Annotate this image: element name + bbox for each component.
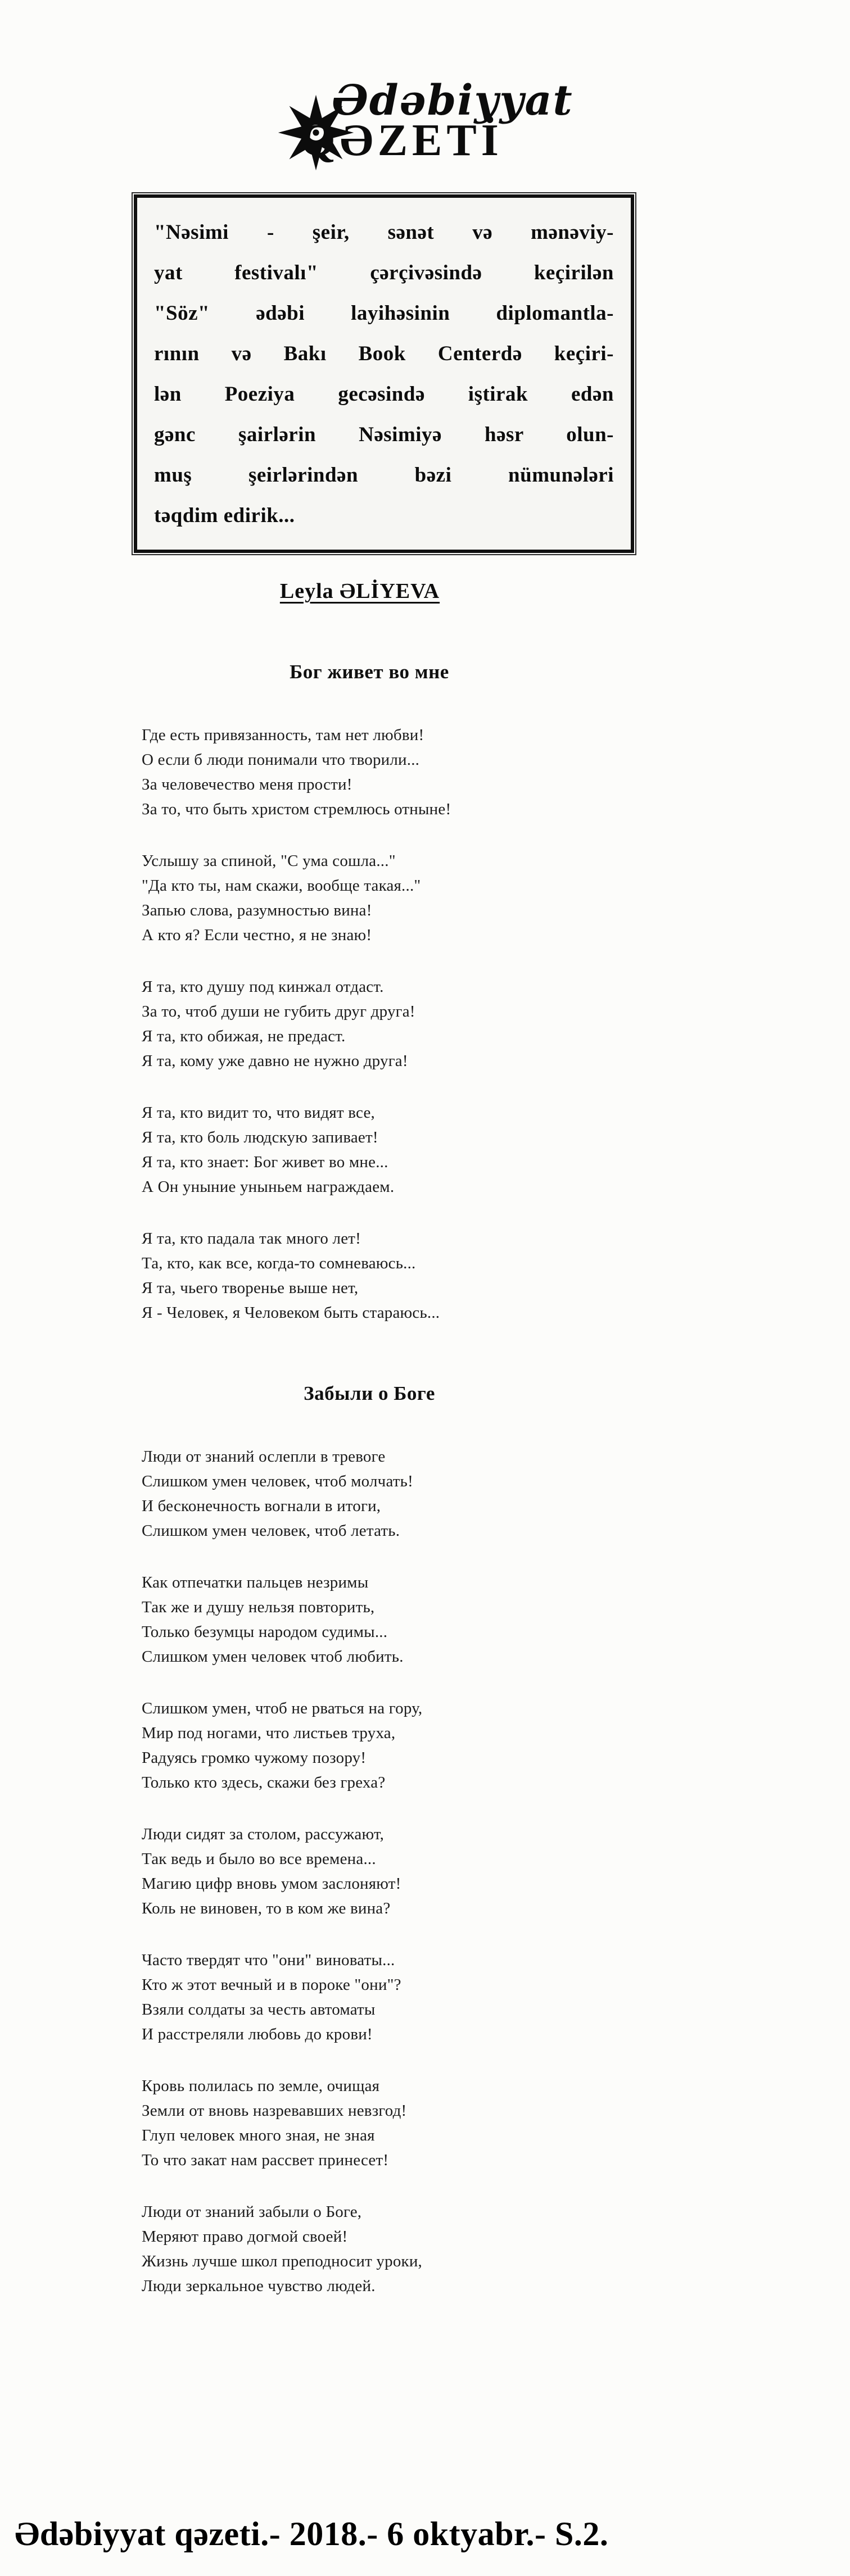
poem-line: О если б люди понимали что творили... [142,751,420,769]
poem-line: Слишком умен человек чтоб любить. [142,1648,404,1666]
poem-line: Земли от вновь назревавших невзгод! [142,2102,407,2120]
poem-line: А Он уныние уныньем награждаем. [142,1178,395,1196]
poem-line: То что закат нам рассвет принесет! [142,2151,389,2169]
poem-line: За то, чтоб души не губить друг друга! [142,1003,415,1021]
poem-line: Люди сидят за столом, рассужают, [142,1825,385,1843]
stanza [142,1226,597,1325]
poem-line: Радуясь громко чужому позору! [142,1749,367,1767]
poem-line: Часто твердят что "они" виноваты... [142,1951,395,1969]
poem-title: Забыли о Боге [304,1382,435,1404]
poem-line: Я та, чьего творенье выше нет, [142,1279,359,1297]
poem-line: Слишком умен, чтоб не рваться на гору, [142,1699,423,1717]
poem-line: Я та, кто видит то, что видят все, [142,1104,375,1122]
intro-line: yat festivalı" çərçivəsində keçirilən [154,261,614,284]
poem-line: Как отпечатки пальцев незримы [142,1573,369,1591]
poem-line: За то, что быть христом стремлюсь отныне! [142,800,451,818]
masthead-text [300,76,573,165]
poem-line: Я - Человек, я Человеком быть стараюсь... [142,1304,440,1322]
stanza [142,849,597,947]
intro-line: lən Poeziya gecəsində iştirak edən [154,383,614,406]
poem-line: И расстреляли любовь до крови! [142,2025,373,2043]
poem-line: Так ведь и было во все времена... [142,1850,376,1868]
poem-line: Люди зеркальное чувство людей. [142,2277,376,2295]
citation-footer: Ədəbiyyat qəzeti.- 2018.- 6 oktyabr.- S.2. [15,2515,609,2552]
poem-line: Запью слова, разумностью вина! [142,901,372,919]
poem [142,1382,597,2298]
poem-line: Меряют право догмой своей! [142,2228,348,2246]
poem-line: Где есть привязанность, там нет любви! [142,726,424,744]
poem-line: Только безумцы народом судимы... [142,1623,388,1641]
stanza [142,1570,597,1669]
poem-line: Я та, кто падала так много лет! [142,1230,361,1248]
intro-line: gənc şairlərin Nəsimiyə həsr olun- [154,423,614,446]
poem-line: Слишком умен человек, чтоб летать. [142,1522,400,1540]
intro-line: "Nəsimi - şeir, sənət və mənəviy- [154,221,614,244]
stanza [142,723,597,822]
poem-line: Кто ж этот вечный и в пороке "они"? [142,1976,401,1994]
stanza [142,1696,597,1795]
poem-line: Я та, кто обижая, не предаст. [142,1027,346,1045]
poem-line: Взяли солдаты за честь автоматы [142,2001,376,2019]
poem-line: Услышу за спиной, "С ума сошла..." [142,852,396,870]
poem-line: Глуп человек много зная, не зная [142,2126,375,2144]
poems [142,661,597,2298]
masthead-title-line2: QƏZETİ [300,116,503,165]
poem-line: Коль не виновен, то в ком же вина? [142,1899,391,1917]
poem-line: Я та, кому уже давно не нужно друга! [142,1052,408,1070]
poem-line: Люди от знаний ослепли в тревоге [142,1448,386,1466]
masthead-logo [277,76,573,165]
stanza [142,1444,597,1543]
poem-line: Та, кто, как все, когда-то сомневаюсь... [142,1254,416,1272]
poem-line: А кто я? Если честно, я не знаю! [142,926,372,944]
poem-line: За человечество меня прости! [142,775,352,793]
stanza [142,1100,597,1199]
poem-line: "Да кто ты, нам скажи, вообще такая..." [142,877,421,895]
stanza [142,1948,597,2047]
poem-line: Люди от знаний забыли о Боге, [142,2203,362,2221]
intro-box [134,194,634,553]
author-name: Leyla ƏLİYEVA [279,579,440,603]
stanza [142,2074,597,2173]
poem-title: Бог живет во мне [290,661,449,683]
stanza [142,1822,597,1921]
poem-line: Слишком умен человек, чтоб молчать! [142,1472,413,1490]
poem-line: И бесконечность вогнали в итоги, [142,1497,381,1515]
masthead-title-line1: Ədəbiyyat [332,76,573,125]
stanza [142,974,597,1073]
intro-line: "Söz" ədəbi layihəsinin diplomantla- [154,302,614,325]
poem-line: Только кто здесь, скажи без греха? [142,1774,386,1792]
poem-line: Жизнь лучше школ преподносит уроки, [142,2252,422,2270]
stanza [142,2199,597,2298]
poem-line: Кровь полилась по земле, очищая [142,2077,380,2095]
intro-line: muş şeirlərindən bəzi nümunələri [154,464,614,487]
poem-line: Магию цифр вновь умом заслоняют! [142,1875,401,1893]
intro-line: təqdim edirik... [154,504,295,527]
poem-line: Я та, кто душу под кинжал отдаст. [142,978,384,996]
poem-line: Я та, кто боль людскую запивает! [142,1128,378,1146]
poem-line: Так же и душу нельзя повторить, [142,1598,375,1616]
poem-line: Мир под ногами, что листьев труха, [142,1724,396,1742]
poem-line: Я та, кто знает: Бог живет во мне... [142,1153,388,1171]
poem [142,661,597,1325]
intro-line: rının və Bakı Book Centerdə keçiri- [154,342,614,365]
